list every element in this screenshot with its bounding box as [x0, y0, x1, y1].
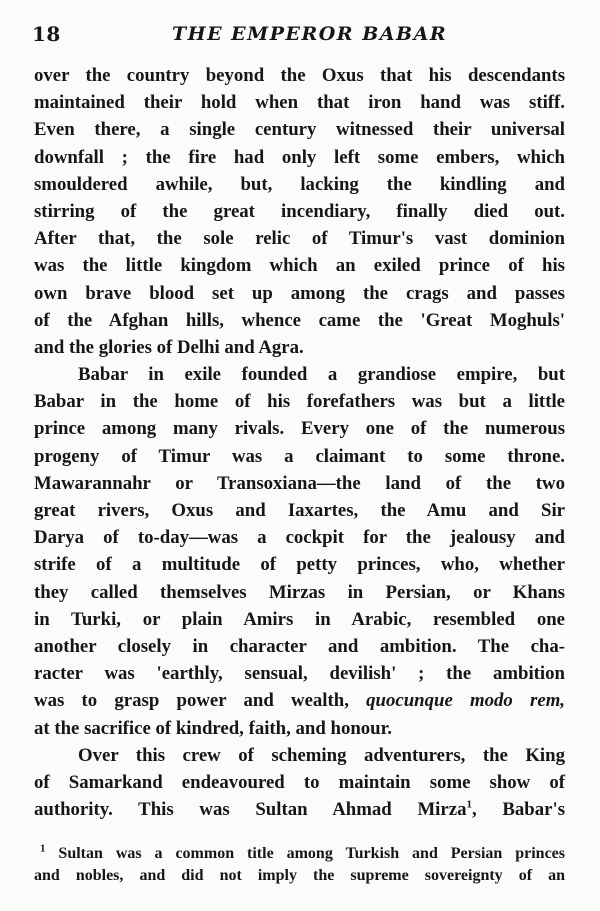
text-line: was the little kingdom which an exiled prince of his [34, 255, 565, 277]
text-line: Mawarannahr or Transoxiana—the land of the two [34, 472, 565, 494]
text-line [34, 796, 565, 823]
text-line: in Turki, or plain Amirs in Arabic, resembled one [34, 608, 565, 630]
text-line: Over this crew of scheming adventurers, the King [78, 744, 565, 766]
footnote-block [34, 843, 565, 887]
text-line: at the sacrifice of kindred, faith, and honour. [34, 717, 392, 739]
text-line: Even there, a single century witnessed their universal [34, 119, 565, 141]
text-span: was to grasp power and wealth, [34, 690, 367, 712]
text-line: racter was 'earthly, sensual, devilish' ; the ambition [34, 663, 565, 685]
text-line: Babar in exile founded a grandiose empire, but [78, 364, 565, 386]
text-line [34, 687, 565, 714]
footnote-line: and nobles, and did not imply the supreme sovereignty of an [34, 867, 565, 884]
text-line: great rivers, Oxus and Iaxartes, the Amu and Sir [34, 500, 565, 521]
text-line: Babar in the home of his forefathers was but a little [34, 391, 565, 413]
latin-phrase: quocunque modo rem, [366, 690, 565, 712]
text-line: own brave blood set up among the crags and passes [34, 282, 565, 304]
running-title: THE EMPEROR BABAR [172, 23, 448, 45]
text-line: and the glories of Delhi and Agra. [34, 336, 304, 358]
text-line: After that, the sole relic of Timur's vast dominion [34, 228, 565, 250]
text-line: stirring of the great incendiary, finally died out. [34, 200, 565, 222]
text-line: smouldered awhile, but, lacking the kindling and [34, 173, 565, 195]
footnote-reference: 1 [466, 798, 472, 811]
footnote-text: Sultan was a common title among Turkish and Persian princes [45, 845, 565, 862]
footnote-marker: 1 [40, 842, 46, 855]
text-line: progeny of Timur was a claimant to some throne. [34, 445, 565, 467]
text-line: of the Afghan hills, whence came the 'Great Moghuls' [34, 309, 565, 331]
text-line: downfall ; the fire had only left some embers, which [34, 146, 565, 168]
body-text [34, 62, 565, 823]
text-line: maintained their hold when that iron hand was stiff. [34, 92, 565, 114]
text-line: they called themselves Mirzas in Persian, or Khans [34, 581, 565, 603]
text-line: over the country beyond the Oxus that his descendants [34, 65, 565, 86]
text-line: strife of a multitude of petty princes, who, whether [34, 554, 565, 576]
text-line: another closely in character and ambition. The cha- [34, 635, 565, 657]
text-line: Darya of to-day—was a cockpit for the jealousy and [34, 527, 565, 549]
page-number: 18 [32, 22, 61, 46]
text-line: of Samarkand endeavoured to maintain some show of [34, 771, 565, 793]
footnote-line [34, 843, 565, 865]
text-span: , Babar's [471, 799, 565, 821]
text-span: authority. This was Sultan Ahmad Mirza [34, 799, 467, 821]
text-line: prince among many rivals. Every one of the numerous [34, 418, 565, 440]
page-header [32, 22, 570, 46]
